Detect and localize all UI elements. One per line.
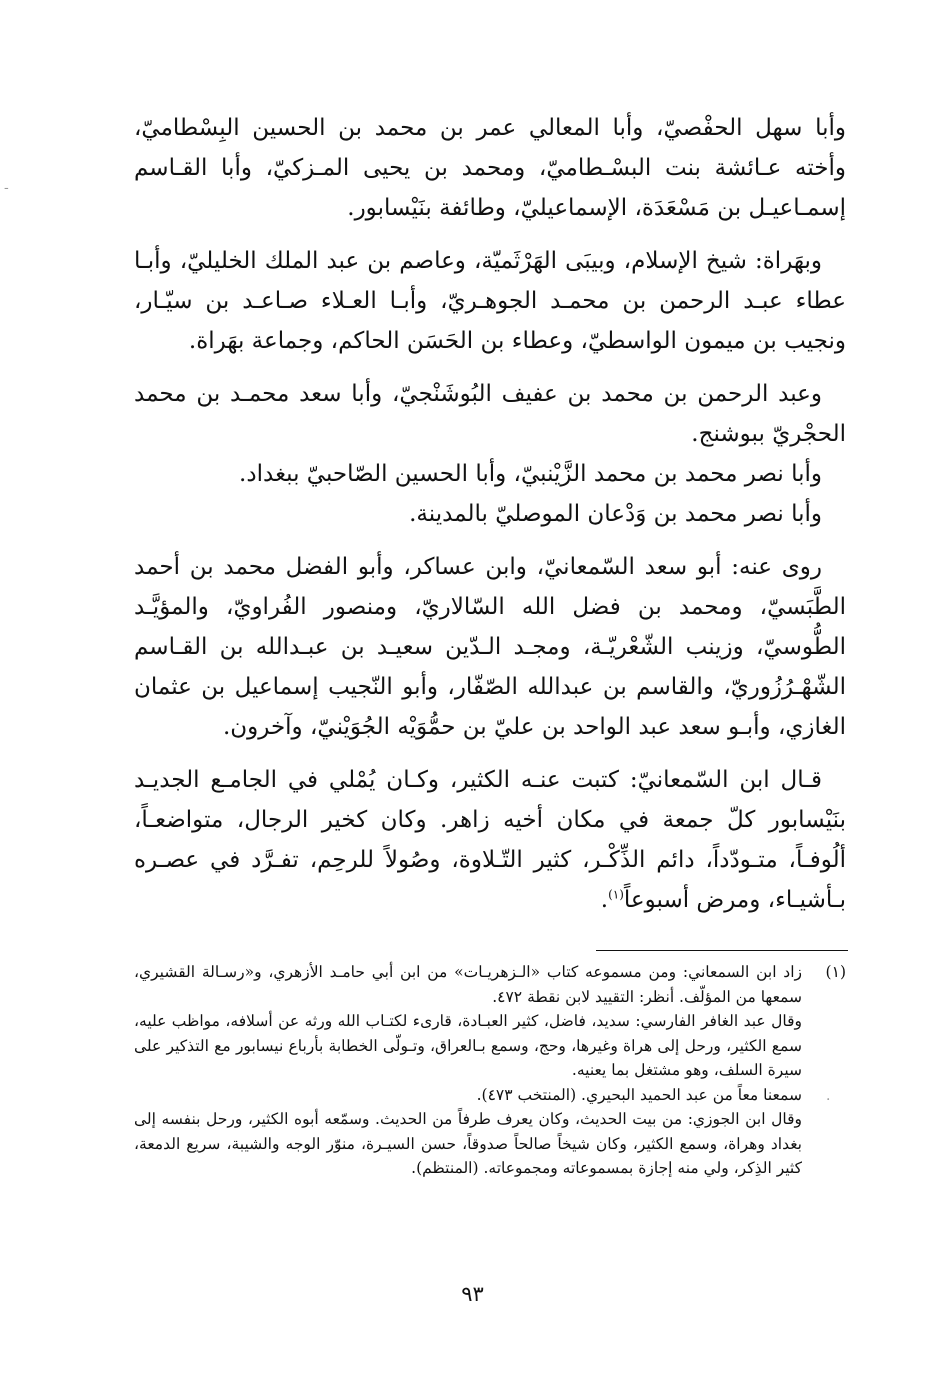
footnote-1 <box>134 960 846 1181</box>
samani-quote-text: قـال ابن السّمعانيّ: كتبت عنـه الكثير، وكـان يُمْلي في الجامـع الجديـد بنَيْسابور كلّ جمعة في مكان أخيه زاهر. وكان كخير الرجال، متواضعـاً، ألُوفـاً، متـودّداً، دائم الذِّكْـر، كثير التّـلاوة، وصُولاً للرحِم، تفـرَّد في عصـره بـأشيـاء، ومرض أسبوعاً <box>134 767 846 913</box>
paragraph-medina: وأبا نصر محمد بن وَدْعان الموصليّ بالمدينة. <box>409 501 822 527</box>
footnote-reference[interactable]: (١) <box>608 887 624 902</box>
footnote-line: وقال ابن الجوزي: من بيت الحديث، وكان يعرف طرفاً من الحديث. وسمّعه أبوه الكثير، ورحل بنفسه إلى بغداد وهراة، وسمع الكثير، وكان شيخاً صالحاً صدوقاً، حسن السيـرة، منوّر الوجه والشيبة، سريع الدمعة، كثير الذِكر، ولي منه إجازة بمسموعاته ومجموعاته. (المنتظم). <box>134 1110 802 1177</box>
scan-dot-mark: · <box>826 1092 831 1108</box>
footnote-separator <box>596 950 848 951</box>
footnote-line: زاد ابن السمعاني: ومن مسموعه كتاب «الـزهريـات» من ابن أبي حامـد الأزهري، و«رسـالة القشيري، سمعها من المؤلّف. أنظر: التقييد لابن نقطة ٤٧٢. <box>134 963 802 1006</box>
footnotes <box>134 960 846 1181</box>
footnote-line: سمعنا معاً من عبد الحميد البحيري. (المنتخب ٤٧٣). <box>476 1085 802 1104</box>
scan-margin-mark: - <box>4 180 9 196</box>
footnote-line: وقال عبد الغافر الفارسي: سديد، فاضل، كثير العبـادة، قارىء لكتـاب الله ورثه عن أسلافه، مواظب عليه، سمع الكثير، ورحل إلى هراة وغيرها، وحج، وسمع بـالعراق، وتـولّى الخطابة بأرباع نيسابور مع التذكير على سيرة السلف، وهو مشتغل بما يعنيه. <box>134 1012 802 1079</box>
paragraph-bushanj: وعبد الرحمن بن محمد بن عفيف البُوشَنْجيّ، وأبا سعد محمـد بن محمد الحجْريّ ببوشنج. <box>134 381 846 447</box>
paragraph-baghdad: وأبا نصر محمد بن محمد الزَّيْنبيّ، وأبا الحسين الصّاحبيّ ببغداد. <box>239 461 822 487</box>
main-text <box>134 108 846 933</box>
closing-period: . <box>600 887 609 913</box>
paragraph-narrators: روى عنه: أبو سعد السّمعانيّ، وابن عساكر، وأبو الفضل محمد بن أحمد الطَّبَسيّ، ومحمد بن فضل الله السّالاريّ، ومنصور الفُراويّ، والمؤيَّـد الطُّوسيّ، وزينب الشّعْريّـة، ومجـد الـدّين سعيـد بن عبـدالله بن القـاسم الشّهْـرُزُوريّ، والقاسم بن عبدالله الصّفّار، وأبو النّجيب إسماعيل بن عثمان الغازي، وأبـو سعد عبد الواحد بن عليّ بن حمُّوَيْه الجُوَيْنيّ، وآخرون. <box>134 554 846 740</box>
paragraph-herat: وبهَراة: شيخ الإسلام، وبيبَى الهَرْثَميّة، وعاصم بن عبد الملك الخليليّ، وأبـا عطاء عبـد الرحمن بن محمـد الجوهـريّ، وأبـا العـلاء صـاعـد بن سيّـار، ونجيب بن ميمون الواسطيّ، وعطاء بن الحَسَن الحاكم، وجماعة بهَراة. <box>134 248 846 354</box>
paragraph-teachers-1: وأبا سهل الحفْصيّ، وأبا المعالي عمر بن محمد بن الحسين البِسْطاميّ، وأخته عـائشة بنت البسْـطاميّ، ومحمد بن يحيى المـزكيّ، وأبا القـاسم إسمـاعيـل بن مَسْعَدَة، الإسماعيليّ، وطائفة بنَيْسابور. <box>134 115 846 221</box>
paragraph-samani-quote <box>134 760 846 920</box>
footnote-number: (١) <box>825 963 846 981</box>
page-number: ٩٣ <box>461 1282 484 1306</box>
